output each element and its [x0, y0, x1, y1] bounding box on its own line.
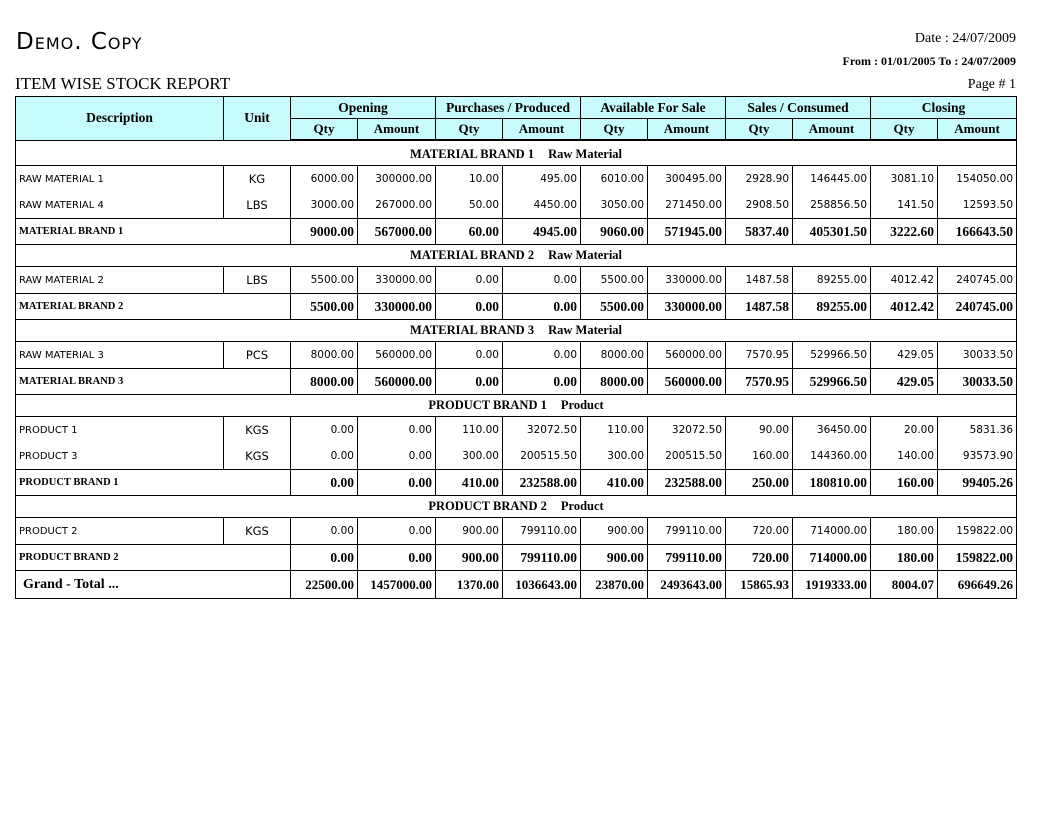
table-row	[16, 443, 1017, 470]
subtotal-qty: 4012.42	[871, 294, 938, 320]
subtotal-amount: 529966.50	[793, 369, 871, 395]
grand-total-qty: 22500.00	[291, 571, 358, 599]
subtotal-qty: 5500.00	[581, 294, 648, 320]
item-qty: 3050.00	[581, 192, 648, 219]
item-qty: 7570.95	[726, 342, 793, 369]
subtotal-qty: 410.00	[581, 470, 648, 496]
col-group-closing: Closing	[871, 97, 1017, 119]
col-amount: Amount	[648, 119, 726, 141]
group-header-row	[16, 144, 1017, 166]
subtotal-qty: 1487.58	[726, 294, 793, 320]
subtotal-row	[16, 219, 1017, 245]
item-qty: 20.00	[871, 417, 938, 444]
subtotal-amount: 560000.00	[358, 369, 436, 395]
item-qty: 180.00	[871, 518, 938, 545]
item-qty: 141.50	[871, 192, 938, 219]
item-amount: 300000.00	[358, 166, 436, 193]
item-unit: KG	[224, 166, 291, 193]
subtotal-amount: 4945.00	[503, 219, 581, 245]
subtotal-qty: 0.00	[436, 294, 503, 320]
subtotal-qty: 0.00	[436, 369, 503, 395]
subtotal-amount: 0.00	[503, 294, 581, 320]
item-qty: 8000.00	[291, 342, 358, 369]
subtotal-qty: 8000.00	[291, 369, 358, 395]
item-qty: 1487.58	[726, 267, 793, 294]
item-qty: 10.00	[436, 166, 503, 193]
group-header	[16, 496, 1017, 518]
grand-total-amount: 1919333.00	[793, 571, 871, 599]
group-category: Raw Material	[548, 248, 623, 262]
subtotal-amount: 180810.00	[793, 470, 871, 496]
item-qty: 110.00	[581, 417, 648, 444]
item-qty: 0.00	[291, 443, 358, 470]
item-unit: KGS	[224, 417, 291, 444]
grand-total-amount: 1036643.00	[503, 571, 581, 599]
col-amount: Amount	[793, 119, 871, 141]
item-description: PRODUCT 2	[16, 518, 224, 545]
subtotal-qty: 0.00	[291, 470, 358, 496]
grand-total-amount: 1457000.00	[358, 571, 436, 599]
subtotal-row	[16, 369, 1017, 395]
item-qty: 6000.00	[291, 166, 358, 193]
col-group-available: Available For Sale	[581, 97, 726, 119]
item-qty: 429.05	[871, 342, 938, 369]
report-date: Date : 24/07/2009	[914, 31, 1016, 46]
subtotal-row	[16, 470, 1017, 496]
item-amount: 12593.50	[938, 192, 1017, 219]
subtotal-amount: 232588.00	[648, 470, 726, 496]
group-header-row	[16, 395, 1017, 417]
subtotal-amount: 232588.00	[503, 470, 581, 496]
item-qty: 0.00	[291, 518, 358, 545]
subtotal-qty: 410.00	[436, 470, 503, 496]
item-qty: 900.00	[581, 518, 648, 545]
item-qty: 3000.00	[291, 192, 358, 219]
item-amount: 0.00	[358, 417, 436, 444]
item-amount: 30033.50	[938, 342, 1017, 369]
group-category: Product	[560, 398, 604, 412]
item-amount: 714000.00	[793, 518, 871, 545]
item-amount: 146445.00	[793, 166, 871, 193]
table-row	[16, 192, 1017, 219]
item-unit: LBS	[224, 267, 291, 294]
item-amount: 200515.50	[648, 443, 726, 470]
item-description: RAW MATERIAL 3	[16, 342, 224, 369]
grand-total-amount: 696649.26	[938, 571, 1017, 599]
group-brand: PRODUCT BRAND 2	[428, 499, 547, 513]
item-unit: KGS	[224, 443, 291, 470]
item-unit: PCS	[224, 342, 291, 369]
item-amount: 5831.36	[938, 417, 1017, 444]
item-description: PRODUCT 1	[16, 417, 224, 444]
item-qty: 90.00	[726, 417, 793, 444]
table-header	[16, 97, 1017, 141]
item-amount: 32072.50	[503, 417, 581, 444]
group-brand: MATERIAL BRAND 2	[410, 248, 535, 262]
subtotal-row	[16, 545, 1017, 571]
item-qty: 140.00	[871, 443, 938, 470]
grand-total-qty: 23870.00	[581, 571, 648, 599]
col-amount: Amount	[938, 119, 1017, 141]
item-qty: 2908.50	[726, 192, 793, 219]
item-qty: 300.00	[581, 443, 648, 470]
subtotal-amount: 30033.50	[938, 369, 1017, 395]
subtotal-qty: 180.00	[871, 545, 938, 571]
subtotal-qty: 900.00	[581, 545, 648, 571]
item-amount: 89255.00	[793, 267, 871, 294]
subtotal-label: MATERIAL BRAND 2	[16, 294, 291, 320]
item-amount: 154050.00	[938, 166, 1017, 193]
item-amount: 529966.50	[793, 342, 871, 369]
table-row	[16, 166, 1017, 193]
item-amount: 267000.00	[358, 192, 436, 219]
item-amount: 271450.00	[648, 192, 726, 219]
table-row	[16, 342, 1017, 369]
subtotal-qty: 3222.60	[871, 219, 938, 245]
item-amount: 36450.00	[793, 417, 871, 444]
subtotal-label: MATERIAL BRAND 3	[16, 369, 291, 395]
col-group-sales: Sales / Consumed	[726, 97, 871, 119]
subtotal-amount: 567000.00	[358, 219, 436, 245]
company-name: Demo. Copy	[16, 29, 143, 55]
item-amount: 799110.00	[503, 518, 581, 545]
item-amount: 144360.00	[793, 443, 871, 470]
subtotal-qty: 8000.00	[581, 369, 648, 395]
subtotal-amount: 0.00	[358, 470, 436, 496]
item-qty: 4012.42	[871, 267, 938, 294]
item-qty: 160.00	[726, 443, 793, 470]
subtotal-row	[16, 294, 1017, 320]
subtotal-qty: 720.00	[726, 545, 793, 571]
item-qty: 300.00	[436, 443, 503, 470]
subtotal-qty: 5500.00	[291, 294, 358, 320]
subtotal-amount: 799110.00	[648, 545, 726, 571]
item-amount: 32072.50	[648, 417, 726, 444]
subtotal-amount: 330000.00	[358, 294, 436, 320]
item-unit: LBS	[224, 192, 291, 219]
item-qty: 110.00	[436, 417, 503, 444]
subtotal-qty: 7570.95	[726, 369, 793, 395]
subtotal-amount: 99405.26	[938, 470, 1017, 496]
subtotal-amount: 714000.00	[793, 545, 871, 571]
item-qty: 720.00	[726, 518, 793, 545]
item-qty: 5500.00	[581, 267, 648, 294]
item-qty: 50.00	[436, 192, 503, 219]
subtotal-qty: 9000.00	[291, 219, 358, 245]
item-amount: 0.00	[358, 443, 436, 470]
item-amount: 0.00	[503, 267, 581, 294]
subtotal-amount: 405301.50	[793, 219, 871, 245]
item-qty: 2928.90	[726, 166, 793, 193]
subtotal-amount: 159822.00	[938, 545, 1017, 571]
group-brand: MATERIAL BRAND 3	[410, 323, 535, 337]
subtotal-qty: 5837.40	[726, 219, 793, 245]
item-qty: 8000.00	[581, 342, 648, 369]
group-category: Product	[560, 499, 604, 513]
group-header	[16, 320, 1017, 342]
item-amount: 495.00	[503, 166, 581, 193]
group-header	[16, 144, 1017, 166]
subtotal-amount: 799110.00	[503, 545, 581, 571]
item-description: RAW MATERIAL 4	[16, 192, 224, 219]
group-category: Raw Material	[548, 147, 623, 161]
subtotal-amount: 571945.00	[648, 219, 726, 245]
item-description: PRODUCT 3	[16, 443, 224, 470]
col-description: Description	[16, 97, 224, 141]
page-number: Page # 1	[967, 77, 1016, 92]
grand-total-label: Grand - Total ...	[16, 571, 291, 599]
col-qty: Qty	[726, 119, 793, 141]
item-amount: 0.00	[358, 518, 436, 545]
item-description: RAW MATERIAL 2	[16, 267, 224, 294]
group-header	[16, 245, 1017, 267]
item-amount: 330000.00	[648, 267, 726, 294]
subtotal-qty: 9060.00	[581, 219, 648, 245]
subtotal-amount: 0.00	[358, 545, 436, 571]
table-body	[16, 140, 1017, 599]
col-qty: Qty	[581, 119, 648, 141]
col-amount: Amount	[358, 119, 436, 141]
report-title: ITEM WISE STOCK REPORT	[15, 74, 231, 93]
item-amount: 159822.00	[938, 518, 1017, 545]
date-range: From : 01/01/2005 To : 24/07/2009	[842, 54, 1016, 68]
col-unit: Unit	[224, 97, 291, 141]
subtotal-qty: 0.00	[291, 545, 358, 571]
col-qty: Qty	[436, 119, 503, 141]
item-qty: 5500.00	[291, 267, 358, 294]
group-header-row	[16, 496, 1017, 518]
item-amount: 4450.00	[503, 192, 581, 219]
item-amount: 300495.00	[648, 166, 726, 193]
grand-total-qty: 15865.93	[726, 571, 793, 599]
item-amount: 200515.50	[503, 443, 581, 470]
group-header	[16, 395, 1017, 417]
grand-total-qty: 1370.00	[436, 571, 503, 599]
item-amount: 258856.50	[793, 192, 871, 219]
item-qty: 0.00	[436, 267, 503, 294]
table-row	[16, 518, 1017, 545]
item-amount: 240745.00	[938, 267, 1017, 294]
subtotal-amount: 240745.00	[938, 294, 1017, 320]
subtotal-qty: 60.00	[436, 219, 503, 245]
subtotal-label: PRODUCT BRAND 2	[16, 545, 291, 571]
subtotal-amount: 89255.00	[793, 294, 871, 320]
item-amount: 330000.00	[358, 267, 436, 294]
col-amount: Amount	[503, 119, 581, 141]
item-qty: 3081.10	[871, 166, 938, 193]
grand-total-amount: 2493643.00	[648, 571, 726, 599]
group-header-row	[16, 245, 1017, 267]
subtotal-amount: 560000.00	[648, 369, 726, 395]
grand-total-qty: 8004.07	[871, 571, 938, 599]
item-qty: 6010.00	[581, 166, 648, 193]
subtotal-amount: 330000.00	[648, 294, 726, 320]
grand-total-row	[16, 571, 1017, 599]
group-category: Raw Material	[548, 323, 623, 337]
stock-report-table	[15, 96, 1017, 599]
table-row	[16, 417, 1017, 444]
item-qty: 0.00	[291, 417, 358, 444]
group-brand: PRODUCT BRAND 1	[428, 398, 547, 412]
item-amount: 799110.00	[648, 518, 726, 545]
subtotal-qty: 250.00	[726, 470, 793, 496]
subtotal-qty: 900.00	[436, 545, 503, 571]
subtotal-qty: 160.00	[871, 470, 938, 496]
group-brand: MATERIAL BRAND 1	[410, 147, 535, 161]
subtotal-label: MATERIAL BRAND 1	[16, 219, 291, 245]
item-amount: 93573.90	[938, 443, 1017, 470]
item-qty: 900.00	[436, 518, 503, 545]
item-description: RAW MATERIAL 1	[16, 166, 224, 193]
col-group-purchases: Purchases / Produced	[436, 97, 581, 119]
col-qty: Qty	[291, 119, 358, 141]
item-unit: KGS	[224, 518, 291, 545]
item-qty: 0.00	[436, 342, 503, 369]
item-amount: 0.00	[503, 342, 581, 369]
subtotal-label: PRODUCT BRAND 1	[16, 470, 291, 496]
subtotal-qty: 429.05	[871, 369, 938, 395]
subtotal-amount: 0.00	[503, 369, 581, 395]
col-qty: Qty	[871, 119, 938, 141]
table-row	[16, 267, 1017, 294]
col-group-opening: Opening	[291, 97, 436, 119]
group-header-row	[16, 320, 1017, 342]
subtotal-amount: 166643.50	[938, 219, 1017, 245]
item-amount: 560000.00	[648, 342, 726, 369]
item-amount: 560000.00	[358, 342, 436, 369]
